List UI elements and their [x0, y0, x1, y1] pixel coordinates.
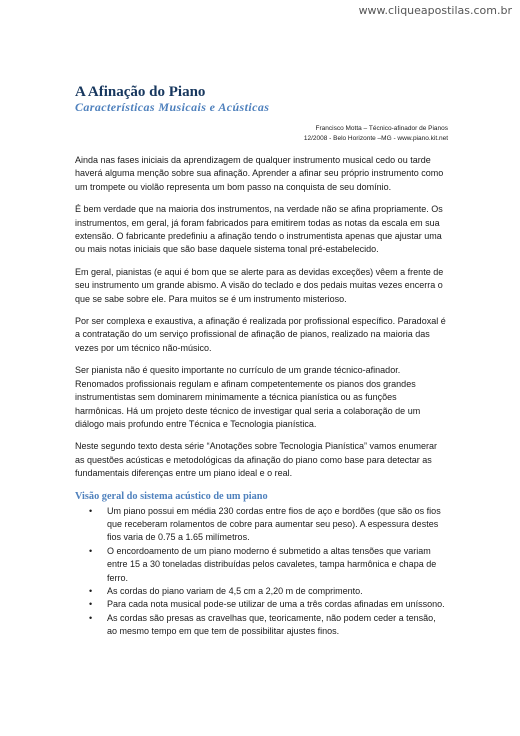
document-title: A Afinação do Piano [75, 84, 206, 100]
paragraph: Ser pianista não é quesito importante no currículo de um grande técnico-afinador. Renomados profissionais regulam e afinam competentemente os pianos dos grandes instrumentistas sem dominarem minimamente a técnica pianística ou as funções harmônicas. Há um projeto deste técnico de investigar qual seria a colaboração de um diálogo mais profundo entre Técnica e Tecnologia pianística. [75, 365, 421, 429]
bullet-icon: • [89, 599, 93, 610]
bullet-icon: • [89, 505, 93, 516]
list-item [75, 545, 448, 585]
list-item-text: As cordas são presas as cravelhas que, teoricamente, não podem ceder a tensão, ao mesmo tempo em que tem de possibilitar ajustes finos. [107, 612, 436, 637]
list-item-text: As cordas do piano variam de 4,5 cm a 2,20 m de comprimento. [107, 585, 363, 596]
bullet-icon: • [89, 612, 93, 623]
document-subtitle: Características Musicais e Acústicas [75, 100, 270, 114]
paragraph: Ainda nas fases iniciais da aprendizagem de qualquer instrumento musical cedo ou tarde haverá alguma menção sobre sua afinação. Aprender a afinar seu próprio instrumento como um trompete ou violão representa um bom passo na conquista de seu domínio. [75, 155, 444, 192]
bullet-list [75, 505, 448, 639]
document-page [75, 84, 448, 639]
list-item [75, 598, 448, 611]
list-item-text: Um piano possui em média 230 cordas entre fios de aço e bordões (que são os fios que receberam rolamentos de cobre para aumentar seu peso). A espessura destes fios varia de 0.75 a 1.65 milímetros. [107, 505, 441, 543]
date-location-line: 12/2008 - Belo Horizonte –MG - www.piano.kit.net [303, 135, 448, 142]
site-url: www.cliqueapostilas.com.br [358, 4, 512, 17]
list-item [75, 612, 448, 639]
list-item-text: Para cada nota musical pode-se utilizar de uma a três cordas afinadas em uníssono. [107, 599, 445, 610]
author-block [75, 124, 448, 144]
list-item [75, 585, 448, 598]
body-text [75, 154, 448, 639]
bullet-icon: • [89, 585, 93, 596]
author-line: Francisco Motta – Técnico-afinador de Pianos [315, 125, 448, 132]
paragraph: Por ser complexa e exaustiva, a afinação é realizada por profissional específico. Paradoxal é a contratação do um serviço profissional de afinação de pianos, realizado na maioria das vezes por um técnico não-músico. [75, 316, 446, 353]
paragraph: É bem verdade que na maioria dos instrumentos, na verdade não se afina propriamente. Os instrumentos, em geral, já foram fabricados para emitirem todas as notas da escala em sua extensão. O fabricante predefiniu a afinação tendo o instrumentista apenas que ajustar uma ou mais notas iniciais que são base daquele sistema tonal pré-estabelecido. [75, 204, 443, 255]
bullet-icon: • [89, 545, 93, 556]
list-item-text: O encordoamento de um piano moderno é submetido a altas tensões que variam entre 15 a 30 toneladas distribuídas pelos cavaletes, tampa harmônica e chapa de ferro. [107, 545, 437, 583]
paragraph: Neste segundo texto desta série “Anotações sobre Tecnologia Pianística” vamos enumerar as questões acústicas e metodológicas da afinação do piano como base para detectar as fundamentais diferenças entre um piano ideal e o real. [75, 441, 438, 479]
paragraph: Em geral, pianistas (e aqui é bom que se alerte para as devidas exceções) vêem a frente de seu instrumento um grande abismo. A visão do teclado e dos pedais muitas vezes encerra o que se sabe sobre ele. Para muitos se é um instrumento misterioso. [75, 266, 444, 304]
section-title: Visão geral do sistema acústico de um piano [75, 490, 268, 502]
list-item [75, 505, 448, 545]
